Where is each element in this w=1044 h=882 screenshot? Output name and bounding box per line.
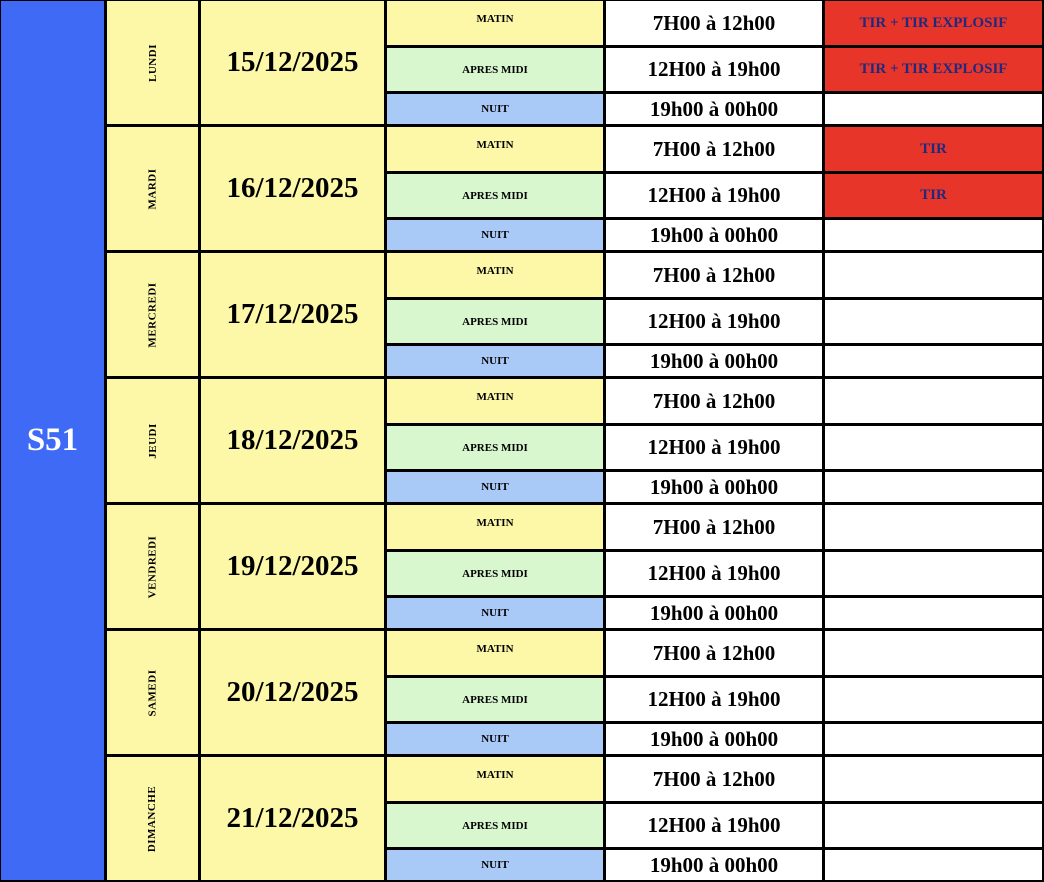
slot-hours: 19h00 à 00h00: [604, 722, 824, 756]
day-date: 17/12/2025: [199, 251, 386, 378]
day-name: [105, 755, 200, 882]
slot-hours: 7H00 à 12h00: [604, 125, 824, 173]
day-name: [105, 251, 200, 378]
slot-activity: TIR + TIR EXPLOSIF: [823, 0, 1044, 47]
slot-activity: [823, 344, 1044, 378]
slot-label: MATIN: [385, 629, 605, 677]
slot-activity: [823, 92, 1044, 126]
slot-hours: 7H00 à 12h00: [604, 629, 824, 677]
slot-label: APRES MIDI: [385, 802, 605, 849]
slot-label: APRES MIDI: [385, 172, 605, 219]
day-name: [105, 629, 200, 756]
slot-hours: 12H00 à 19h00: [604, 424, 824, 471]
slot-label: APRES MIDI: [385, 46, 605, 93]
slot-hours: 19h00 à 00h00: [604, 92, 824, 126]
slot-activity: [823, 550, 1044, 597]
slot-label: APRES MIDI: [385, 676, 605, 723]
slot-hours: 19h00 à 00h00: [604, 344, 824, 378]
slot-hours: 7H00 à 12h00: [604, 377, 824, 425]
slot-activity: [823, 629, 1044, 677]
slot-activity: [823, 722, 1044, 756]
slot-label: MATIN: [385, 377, 605, 425]
slot-activity: TIR + TIR EXPLOSIF: [823, 46, 1044, 93]
slot-hours: 7H00 à 12h00: [604, 503, 824, 551]
slot-label: NUIT: [385, 848, 605, 882]
slot-activity: [823, 424, 1044, 471]
slot-activity: [823, 377, 1044, 425]
slot-label: MATIN: [385, 125, 605, 173]
slot-activity: [823, 596, 1044, 630]
slot-hours: 12H00 à 19h00: [604, 172, 824, 219]
day-name-text: JEUDI: [146, 422, 159, 459]
slot-hours: 12H00 à 19h00: [604, 676, 824, 723]
slot-activity: [823, 676, 1044, 723]
week-label: S51: [0, 0, 106, 882]
slot-label: APRES MIDI: [385, 550, 605, 597]
slot-activity: [823, 503, 1044, 551]
slot-hours: 7H00 à 12h00: [604, 0, 824, 47]
day-name-text: LUNDI: [146, 43, 159, 82]
slot-hours: 12H00 à 19h00: [604, 298, 824, 345]
slot-hours: 19h00 à 00h00: [604, 218, 824, 252]
day-name-text: DIMANCHE: [146, 785, 159, 852]
day-name-text: MARDI: [146, 168, 159, 209]
day-date: 16/12/2025: [199, 125, 386, 252]
day-name-text: SAMEDI: [146, 668, 159, 717]
slot-label: NUIT: [385, 470, 605, 504]
day-name: [105, 125, 200, 252]
slot-activity: [823, 802, 1044, 849]
slot-label: MATIN: [385, 755, 605, 803]
slot-hours: 7H00 à 12h00: [604, 251, 824, 299]
slot-label: NUIT: [385, 218, 605, 252]
slot-activity: [823, 218, 1044, 252]
day-name: [105, 503, 200, 630]
slot-label: MATIN: [385, 251, 605, 299]
slot-label: MATIN: [385, 503, 605, 551]
slot-activity: [823, 251, 1044, 299]
slot-activity: TIR: [823, 125, 1044, 173]
slot-hours: 12H00 à 19h00: [604, 802, 824, 849]
slot-activity: [823, 755, 1044, 803]
slot-hours: 19h00 à 00h00: [604, 848, 824, 882]
slot-label: NUIT: [385, 722, 605, 756]
slot-hours: 7H00 à 12h00: [604, 755, 824, 803]
day-name-text: MERCREDI: [146, 281, 159, 348]
slot-label: NUIT: [385, 344, 605, 378]
slot-hours: 19h00 à 00h00: [604, 470, 824, 504]
slot-label: NUIT: [385, 92, 605, 126]
slot-label: MATIN: [385, 0, 605, 47]
day-date: 21/12/2025: [199, 755, 386, 882]
slot-activity: [823, 298, 1044, 345]
slot-activity: [823, 470, 1044, 504]
day-date: 18/12/2025: [199, 377, 386, 504]
slot-label: NUIT: [385, 596, 605, 630]
day-name: [105, 0, 200, 126]
slot-hours: 19h00 à 00h00: [604, 596, 824, 630]
slot-label: APRES MIDI: [385, 298, 605, 345]
day-name-text: VENDREDI: [146, 535, 159, 598]
day-date: 19/12/2025: [199, 503, 386, 630]
day-date: 20/12/2025: [199, 629, 386, 756]
day-date: 15/12/2025: [199, 0, 386, 126]
day-name: [105, 377, 200, 504]
slot-activity: [823, 848, 1044, 882]
slot-hours: 12H00 à 19h00: [604, 46, 824, 93]
slot-label: APRES MIDI: [385, 424, 605, 471]
slot-activity: TIR: [823, 172, 1044, 219]
slot-hours: 12H00 à 19h00: [604, 550, 824, 597]
